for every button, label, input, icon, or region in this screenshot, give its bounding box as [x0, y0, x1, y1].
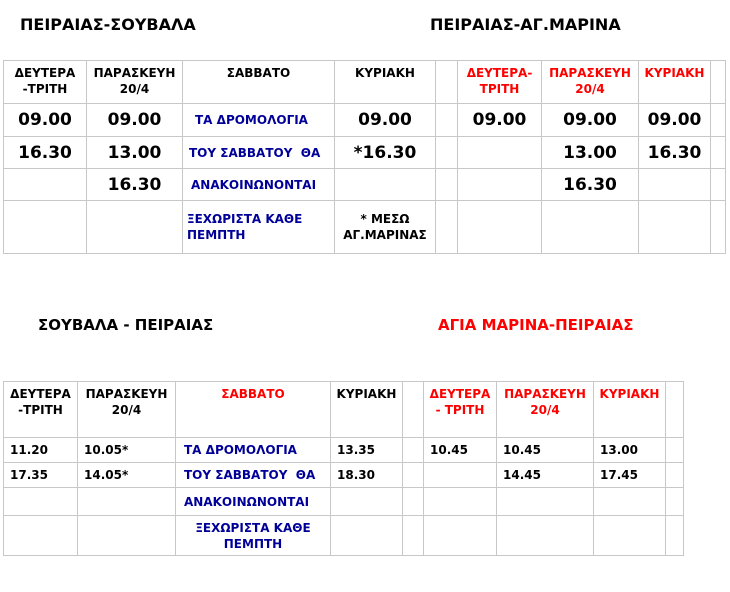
time-cell	[4, 169, 87, 201]
header-sunday: ΚΥΡΙΑΚΗ	[335, 61, 436, 104]
header-am-friday: ΠΑΡΑΣΚΕΥΗ 20/4	[497, 382, 594, 438]
time-cell: 13.00	[542, 137, 639, 169]
spacer-cell	[436, 201, 458, 254]
table-row	[4, 201, 726, 254]
header-friday: ΠΑΡΑΣΚΕΥΗ 20/4	[78, 382, 176, 438]
header-mon-tue: ΔΕΥΤΕΡΑ -ΤΡΙΤΗ	[4, 61, 87, 104]
time-cell: 17.35	[4, 463, 78, 488]
saturday-note: ΤΑ ΔΡΟΜΟΛΟΓΙΑ	[176, 438, 331, 463]
spacer-cell	[666, 488, 684, 516]
spacer-cell	[711, 104, 726, 137]
empty-cell	[458, 201, 542, 254]
header-am-friday: ΠΑΡΑΣΚΕΥΗ 20/4	[542, 61, 639, 104]
route-title-souvala-piraeus: ΣΟΥΒΑΛΑ - ΠΕΙΡΑΙΑΣ	[38, 316, 214, 334]
time-cell: 13.00	[87, 137, 183, 169]
empty-cell	[331, 488, 403, 516]
spacer-cell	[403, 438, 424, 463]
time-cell	[458, 137, 542, 169]
time-cell: 10.45	[497, 438, 594, 463]
header-am-sunday: ΚΥΡΙΑΚΗ	[639, 61, 711, 104]
empty-cell	[639, 201, 711, 254]
saturday-note: ΑΝΑΚΟΙΝΩΝΟΝΤΑΙ	[176, 488, 331, 516]
table-row	[4, 438, 684, 463]
time-cell	[458, 169, 542, 201]
spacer-cell	[666, 382, 684, 438]
time-cell: 09.00	[542, 104, 639, 137]
spacer-cell	[711, 61, 726, 104]
empty-cell	[424, 516, 497, 556]
time-cell: 09.00	[639, 104, 711, 137]
time-cell: 13.00	[594, 438, 666, 463]
empty-cell	[4, 201, 87, 254]
time-cell: 16.30	[542, 169, 639, 201]
table-header-row	[4, 61, 726, 104]
header-saturday: ΣΑΒΒΑΤΟ	[183, 61, 335, 104]
spacer-cell	[666, 516, 684, 556]
empty-cell	[331, 516, 403, 556]
time-cell	[639, 169, 711, 201]
spacer-cell	[436, 137, 458, 169]
time-cell: 09.00	[458, 104, 542, 137]
header-sunday: ΚΥΡΙΑΚΗ	[331, 382, 403, 438]
time-cell: 17.45	[594, 463, 666, 488]
saturday-note: ΤΟΥ ΣΑΒΒΑΤΟΥ ΘΑ	[176, 463, 331, 488]
time-cell: 18.30	[331, 463, 403, 488]
header-am-mon-tue: ΔΕΥΤΕΡΑ-ΤΡΙΤΗ	[458, 61, 542, 104]
route-title-piraeus-agia-marina: ΠΕΙΡΑΙΑΣ-ΑΓ.ΜΑΡΙΝΑ	[430, 15, 621, 34]
empty-cell	[78, 516, 176, 556]
schedule-table-outbound	[3, 60, 726, 254]
saturday-note: ΤΟΥ ΣΑΒΒΑΤΟΥ ΘΑ	[183, 137, 335, 169]
spacer-cell	[403, 488, 424, 516]
spacer-cell	[711, 169, 726, 201]
header-am-mon-tue: ΔΕΥΤΕΡΑ - ΤΡΙΤΗ	[424, 382, 497, 438]
table-row	[4, 488, 684, 516]
sunday-footnote: * ΜΕΣΩ ΑΓ.ΜΑΡΙΝΑΣ	[335, 201, 436, 254]
time-cell: 16.30	[87, 169, 183, 201]
time-cell: 16.30	[639, 137, 711, 169]
spacer-cell	[436, 104, 458, 137]
spacer-cell	[403, 382, 424, 438]
time-cell: 14.05*	[78, 463, 176, 488]
saturday-note: ΤΑ ΔΡΟΜΟΛΟΓΙΑ	[183, 104, 335, 137]
route-title-piraeus-souvala: ΠΕΙΡΑΙΑΣ-ΣΟΥΒΑΛΑ	[20, 15, 196, 34]
header-saturday: ΣΑΒΒΑΤΟ	[176, 382, 331, 438]
time-cell: 10.45	[424, 438, 497, 463]
empty-cell	[78, 488, 176, 516]
empty-cell	[497, 488, 594, 516]
spacer-cell	[711, 201, 726, 254]
time-cell	[424, 463, 497, 488]
empty-cell	[497, 516, 594, 556]
spacer-cell	[711, 137, 726, 169]
time-cell: 09.00	[87, 104, 183, 137]
spacer-cell	[666, 463, 684, 488]
empty-cell	[594, 516, 666, 556]
time-cell: *16.30	[335, 137, 436, 169]
header-friday: ΠΑΡΑΣΚΕΥΗ 20/4	[87, 61, 183, 104]
table-row	[4, 169, 726, 201]
spacer-cell	[436, 169, 458, 201]
empty-cell	[4, 488, 78, 516]
empty-cell	[87, 201, 183, 254]
table-header-row	[4, 382, 684, 438]
spacer-cell	[436, 61, 458, 104]
time-cell: 13.35	[331, 438, 403, 463]
empty-cell	[424, 488, 497, 516]
table-row	[4, 516, 684, 556]
schedule-table-return	[3, 381, 684, 556]
table-row	[4, 137, 726, 169]
time-cell: 09.00	[335, 104, 436, 137]
table-row	[4, 104, 726, 137]
saturday-note: ΞΕΧΩΡΙΣΤΑ ΚΑΘΕ ΠΕΜΠΤΗ	[176, 516, 331, 556]
route-title-agia-marina-piraeus: ΑΓΙΑ ΜΑΡΙΝΑ-ΠΕΙΡΑΙΑΣ	[438, 316, 634, 334]
spacer-cell	[403, 516, 424, 556]
time-cell: 10.05*	[78, 438, 176, 463]
header-mon-tue: ΔΕΥΤΕΡΑ -ΤΡΙΤΗ	[4, 382, 78, 438]
spacer-cell	[403, 463, 424, 488]
time-cell: 11.20	[4, 438, 78, 463]
saturday-note: ΑΝΑΚΟΙΝΩΝΟΝΤΑΙ	[183, 169, 335, 201]
time-cell	[335, 169, 436, 201]
spacer-cell	[666, 438, 684, 463]
table-row	[4, 463, 684, 488]
time-cell: 09.00	[4, 104, 87, 137]
time-cell: 14.45	[497, 463, 594, 488]
empty-cell	[542, 201, 639, 254]
time-cell: 16.30	[4, 137, 87, 169]
empty-cell	[4, 516, 78, 556]
empty-cell	[594, 488, 666, 516]
header-am-sunday: ΚΥΡΙΑΚΗ	[594, 382, 666, 438]
saturday-note: ΞΕΧΩΡΙΣΤΑ ΚΑΘΕ ΠΕΜΠΤΗ	[183, 201, 335, 254]
